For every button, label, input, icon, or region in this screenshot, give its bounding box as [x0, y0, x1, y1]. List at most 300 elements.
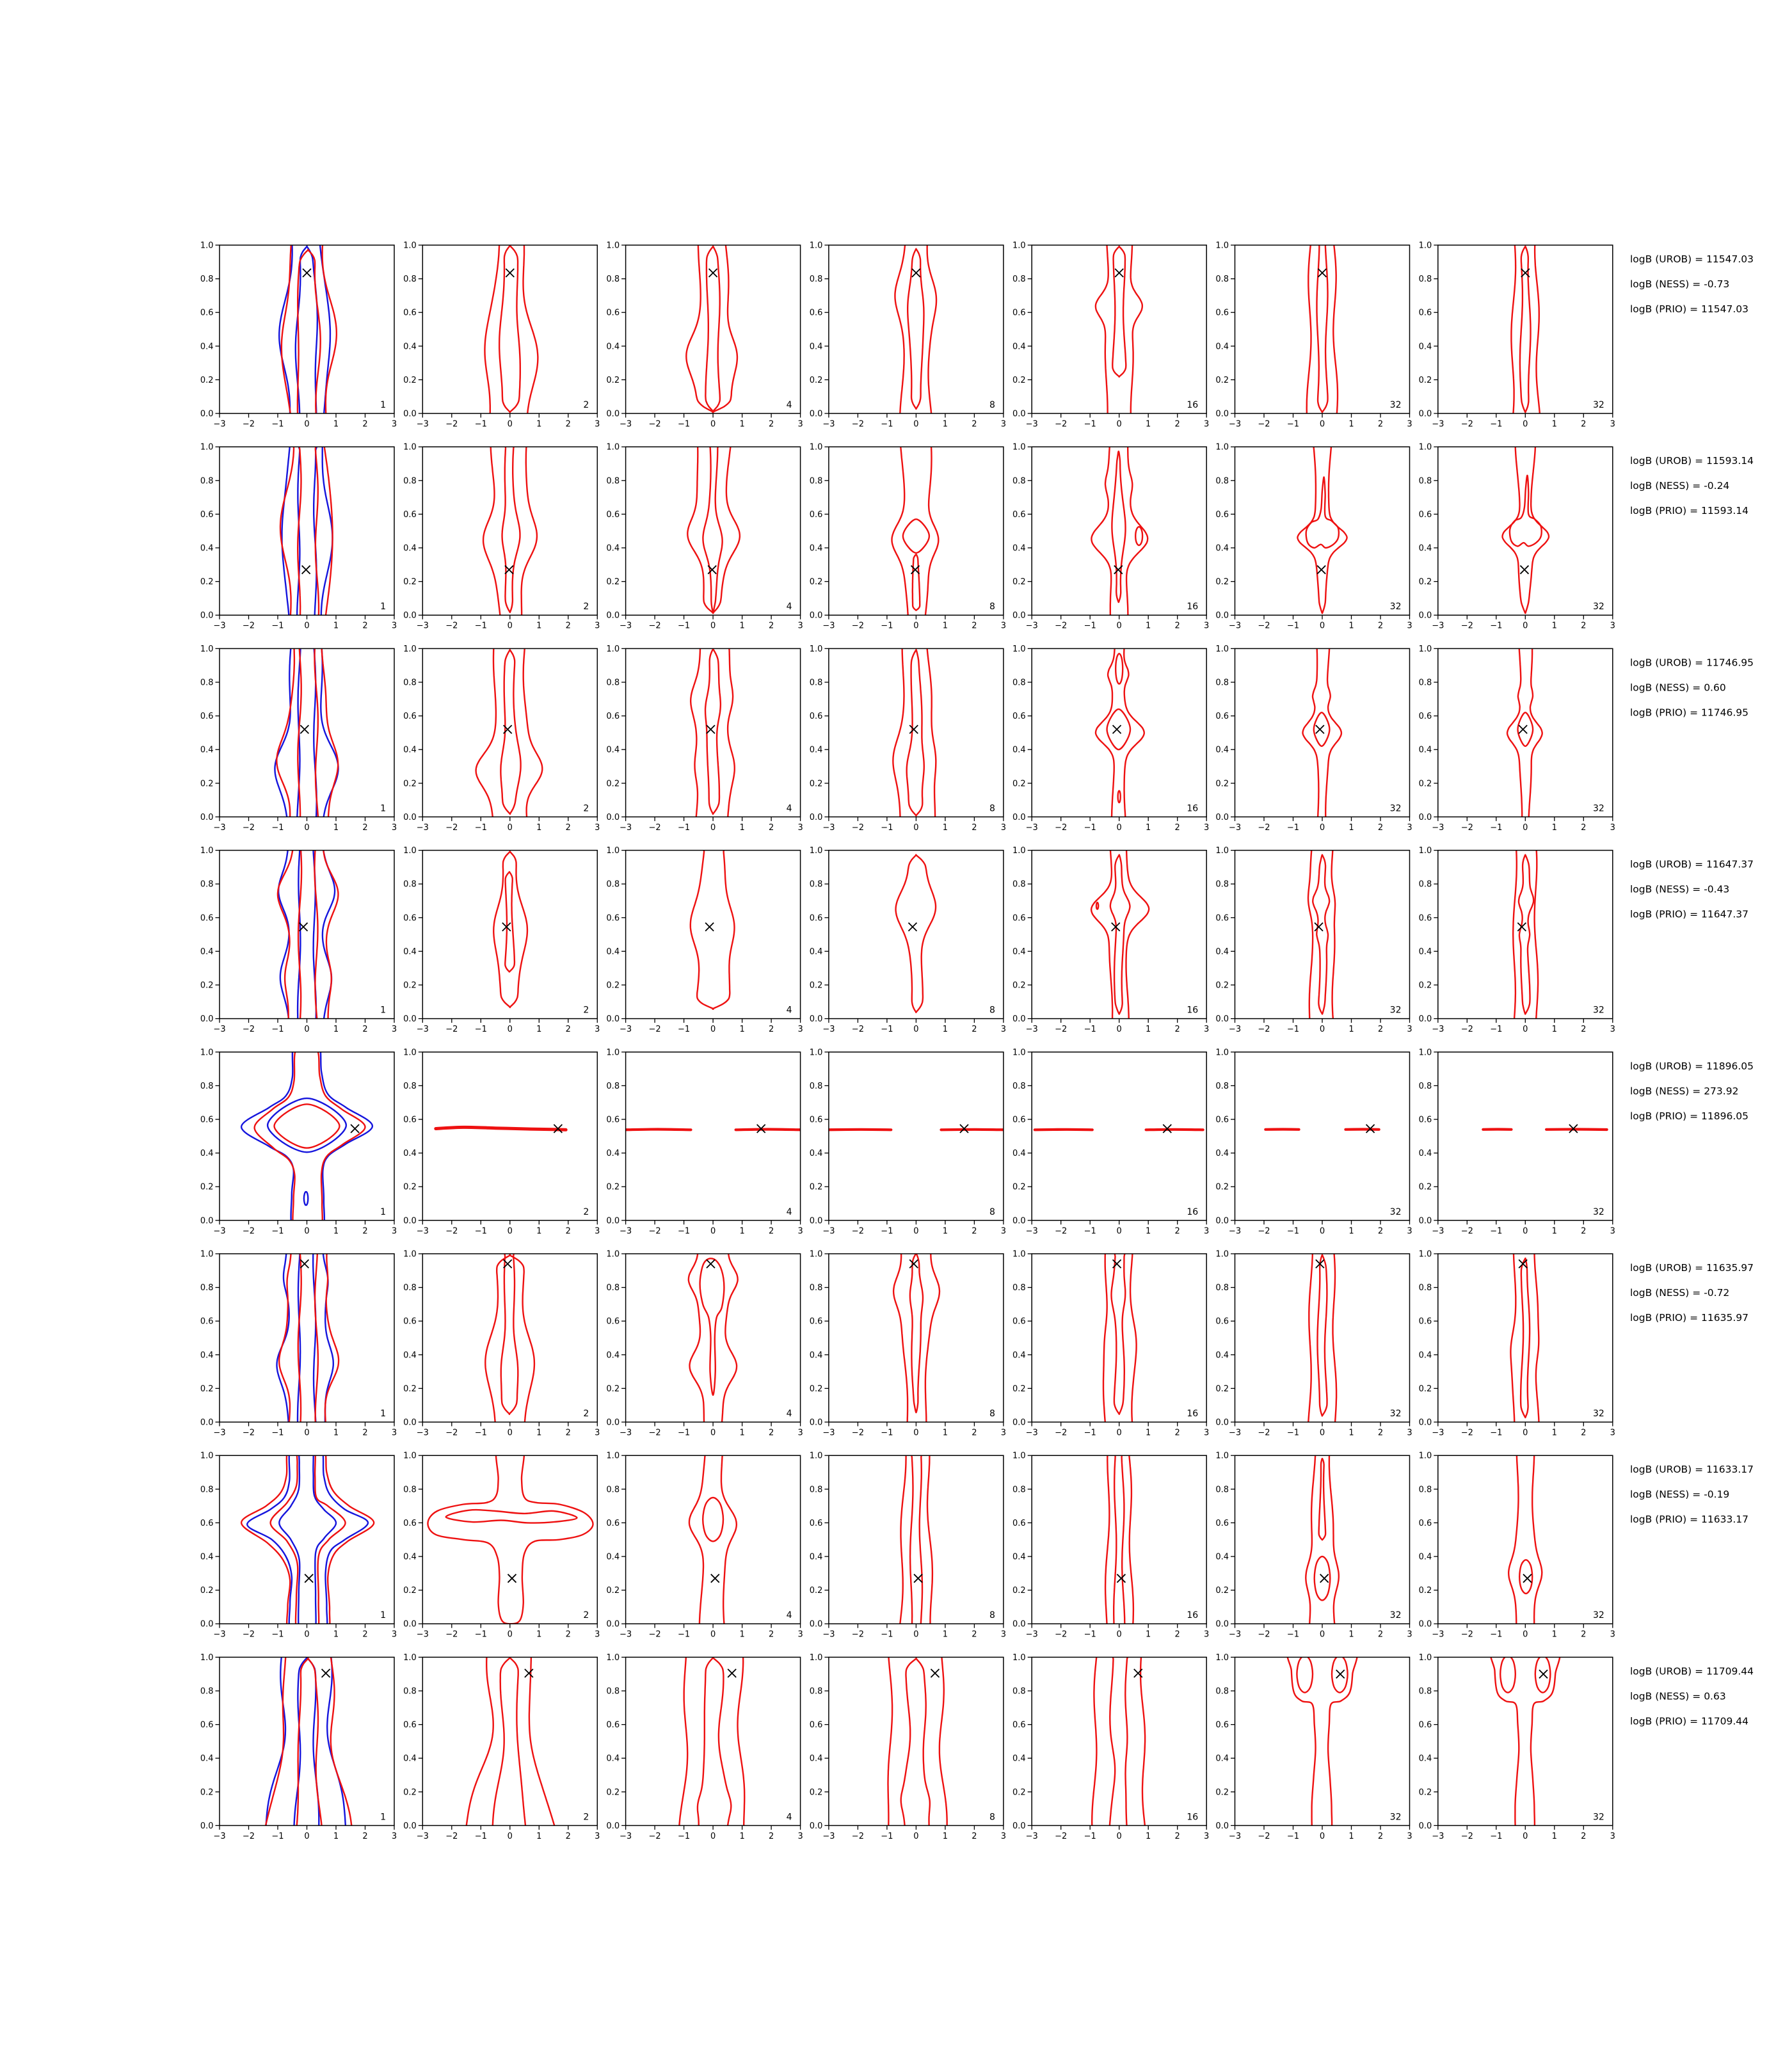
x-tick-label: −3	[1228, 822, 1242, 833]
y-tick-label: 1.0	[606, 644, 620, 654]
x-tick-label: 3	[391, 1428, 397, 1438]
x-tick-label: 3	[391, 1831, 397, 1841]
contour-layer	[279, 237, 337, 422]
x-tick-label: 1	[942, 1226, 948, 1236]
axes-spines	[626, 851, 801, 1019]
x-tick-label: 0	[913, 822, 919, 833]
x-tick-label: −3	[1228, 419, 1242, 429]
contour-panel-r6c5	[1012, 1248, 1209, 1437]
contour-layer	[280, 440, 333, 625]
x-tick-label: 3	[1610, 419, 1615, 429]
contour-panel-r1c1	[200, 237, 397, 429]
x-tick-label: 0	[710, 1629, 716, 1640]
contour-outline	[502, 443, 520, 612]
y-tick-label: 0.6	[1012, 712, 1026, 722]
contour-panel-r8c7	[1419, 1644, 1615, 1841]
x-tick-label: −3	[620, 419, 632, 429]
y-tick-label: 0.8	[606, 1081, 620, 1091]
y-tick-label: 1.0	[1215, 1048, 1229, 1058]
y-tick-label: 0.6	[809, 1720, 823, 1731]
y-tick-label: 0.0	[403, 1216, 417, 1226]
y-tick-label: 0.8	[809, 879, 823, 890]
y-tick-label: 0.6	[606, 913, 620, 924]
x-tick-label: −1	[881, 1831, 893, 1841]
row-annotation-line: logB (UROB) = 11647.37	[1630, 858, 1754, 870]
x-tick-label: 0	[304, 419, 310, 429]
contour-outline	[691, 846, 735, 1009]
y-tick-label: 0.6	[1012, 1115, 1026, 1125]
y-tick-label: 0.0	[606, 1418, 620, 1428]
y-tick-label: 1.0	[200, 1249, 214, 1260]
x-tick-label: −1	[1490, 621, 1503, 631]
x-tick-label: 1	[1348, 822, 1354, 833]
x-tick-label: −2	[1460, 419, 1473, 429]
y-tick-label: 0.0	[403, 1821, 417, 1831]
y-tick-label: 0.8	[1012, 275, 1026, 285]
y-tick-label: 0.6	[1418, 913, 1432, 924]
axes-spines	[1438, 245, 1613, 413]
contour-outline	[459, 1651, 563, 1833]
y-tick-label: 1.0	[403, 1652, 417, 1663]
x-tick-label: 1	[333, 822, 339, 833]
y-tick-label: 0.2	[200, 1182, 214, 1192]
contour-outline	[1118, 791, 1121, 803]
x-tick-label: 1	[1348, 1226, 1354, 1236]
x-tick-label: 0	[1319, 1831, 1325, 1841]
y-tick-label: 1.0	[606, 442, 620, 452]
x-tick-label: 0	[1523, 1428, 1528, 1438]
y-tick-label: 0.0	[1418, 611, 1432, 621]
x-tick-label: 2	[1581, 1629, 1587, 1640]
y-tick-label: 0.8	[1012, 1485, 1026, 1495]
x-tick-label: −3	[1025, 1428, 1038, 1438]
contour-panel-r5c2	[403, 1048, 600, 1236]
axes-spines	[829, 1455, 1004, 1624]
truth-marker	[508, 1574, 516, 1583]
x-tick-label: 3	[1610, 1428, 1615, 1438]
contour-outline	[1314, 712, 1330, 746]
contour-panel-r8c1	[200, 1650, 397, 1841]
axes-spines	[1438, 1455, 1613, 1624]
x-tick-label: 3	[1204, 621, 1210, 631]
axes-spines	[220, 1052, 394, 1220]
contour-panel-r8c4	[810, 1651, 1006, 1841]
x-tick-label: −1	[1286, 1831, 1300, 1841]
x-tick-label: 2	[1377, 621, 1384, 631]
y-tick-label: 0.2	[1012, 779, 1026, 789]
y-tick-label: 0.2	[200, 375, 214, 385]
row-annotation-line: logB (NESS) = -0.73	[1630, 278, 1730, 290]
x-tick-label: 1	[536, 1025, 542, 1035]
y-tick-label: 0.4	[809, 543, 823, 554]
x-tick-label: −2	[1055, 621, 1068, 631]
contour-outline	[705, 246, 720, 412]
x-tick-label: −2	[445, 822, 458, 833]
y-tick-label: 0.0	[606, 812, 620, 822]
y-tick-label: 0.0	[200, 1014, 214, 1025]
x-tick-label: −3	[1228, 1629, 1242, 1640]
x-tick-label: −2	[851, 1831, 864, 1841]
x-tick-label: −3	[1228, 1831, 1242, 1841]
y-tick-label: 0.0	[1215, 1418, 1229, 1428]
y-tick-label: 0.8	[1215, 1485, 1229, 1495]
x-tick-label: 1	[1146, 822, 1151, 833]
x-tick-label: −1	[271, 1629, 284, 1640]
x-tick-label: 3	[797, 1831, 803, 1841]
contour-layer	[485, 1251, 534, 1429]
x-tick-label: 3	[797, 1025, 803, 1035]
contour-outline	[490, 1658, 529, 1832]
x-tick-label: 3	[1000, 1428, 1007, 1438]
y-tick-label: 0.2	[606, 577, 620, 588]
axes-spines	[1032, 447, 1206, 615]
contour-outline	[703, 1498, 723, 1541]
axes-spines	[1032, 1254, 1206, 1422]
y-tick-label: 0.2	[809, 1586, 823, 1596]
truth-marker	[1318, 269, 1327, 277]
y-tick-label: 0.8	[809, 1485, 823, 1495]
x-tick-label: −3	[1025, 1831, 1038, 1841]
x-tick-label: 0	[913, 419, 919, 429]
y-tick-label: 0.8	[403, 476, 417, 486]
contour-outline	[275, 1104, 340, 1148]
x-tick-label: 2	[1174, 822, 1180, 833]
y-tick-label: 0.6	[200, 1316, 214, 1327]
y-tick-label: 0.6	[1012, 509, 1026, 520]
x-tick-label: −3	[1025, 419, 1038, 429]
contour-outline	[674, 1651, 748, 1833]
truth-marker	[305, 1574, 313, 1583]
y-tick-label: 0.4	[606, 1552, 620, 1562]
contour-panel-r6c2	[403, 1250, 600, 1438]
contour-outline	[1105, 1450, 1135, 1631]
x-tick-label: 1	[739, 419, 745, 429]
x-tick-label: 0	[1523, 621, 1528, 631]
x-tick-label: 0	[507, 1226, 513, 1236]
panel-corner-label: 4	[786, 1409, 792, 1419]
y-tick-label: 1.0	[200, 846, 214, 856]
contour-outline	[1518, 712, 1533, 746]
truth-marker	[1117, 1574, 1125, 1583]
y-tick-label: 0.0	[1012, 611, 1026, 621]
y-tick-label: 0.6	[200, 1720, 214, 1731]
x-tick-label: −2	[242, 822, 255, 833]
y-tick-label: 0.8	[809, 1283, 823, 1293]
y-tick-label: 0.0	[1418, 1014, 1432, 1025]
x-tick-label: −1	[881, 1629, 893, 1640]
truth-marker	[1539, 1670, 1548, 1678]
row-annotation-line: logB (UROB) = 11746.95	[1630, 657, 1754, 669]
contour-outline	[1297, 1656, 1313, 1693]
x-tick-label: 2	[362, 419, 368, 429]
contour-panel-r4c6	[1215, 845, 1412, 1034]
x-tick-label: 2	[565, 621, 571, 631]
y-tick-label: 0.8	[1418, 1686, 1432, 1697]
x-tick-label: −3	[416, 1629, 429, 1640]
y-tick-label: 0.4	[403, 947, 417, 957]
y-tick-label: 0.6	[809, 913, 823, 924]
x-tick-label: 2	[768, 1831, 774, 1841]
x-tick-label: −2	[242, 1025, 255, 1035]
x-tick-label: −1	[881, 621, 893, 631]
x-tick-label: 3	[1610, 621, 1615, 631]
x-tick-label: −2	[1460, 1428, 1473, 1438]
y-tick-label: 0.2	[1012, 577, 1026, 588]
x-tick-label: 0	[507, 621, 513, 631]
contour-layer	[1510, 1248, 1540, 1430]
x-tick-label: 0	[1116, 1428, 1122, 1438]
panel-corner-label: 8	[989, 602, 995, 612]
y-tick-label: 0.0	[1215, 1821, 1229, 1831]
axes-spines	[220, 648, 394, 817]
x-tick-label: 2	[972, 621, 977, 631]
x-tick-label: 0	[1319, 1428, 1325, 1438]
contour-panel-r8c5	[1012, 1650, 1209, 1841]
x-tick-label: 1	[333, 1629, 339, 1640]
contour-panel-r4c1	[200, 843, 397, 1034]
x-tick-label: 2	[972, 419, 977, 429]
x-tick-label: −1	[271, 1428, 284, 1438]
panel-corner-label: 8	[989, 803, 995, 814]
x-tick-label: 2	[768, 1025, 774, 1035]
y-tick-label: 0.8	[200, 1081, 214, 1091]
x-tick-label: 2	[1174, 621, 1180, 631]
panel-corner-label: 1	[380, 1610, 386, 1621]
x-tick-label: 3	[1610, 1629, 1615, 1640]
y-tick-label: 0.8	[1012, 1686, 1026, 1697]
y-tick-label: 0.4	[1215, 342, 1229, 352]
x-tick-label: −2	[648, 621, 661, 631]
contour-outline	[703, 443, 722, 612]
x-tick-label: −2	[1055, 1226, 1068, 1236]
truth-marker	[506, 269, 514, 277]
x-tick-label: −1	[881, 1025, 893, 1035]
panel-corner-label: 8	[989, 1409, 995, 1419]
axes-spines	[1235, 851, 1410, 1019]
y-tick-label: 0.6	[809, 1316, 823, 1327]
x-tick-label: −3	[213, 1025, 226, 1035]
contour-panel-r6c1	[200, 1246, 397, 1437]
x-tick-label: −1	[474, 621, 487, 631]
x-tick-label: −3	[416, 1025, 429, 1035]
y-tick-label: 0.6	[809, 308, 823, 318]
x-tick-label: 2	[362, 1831, 368, 1841]
x-tick-label: 1	[1348, 1831, 1354, 1841]
y-tick-label: 1.0	[403, 1048, 417, 1058]
x-tick-label: 3	[1204, 1025, 1210, 1035]
x-tick-label: −2	[445, 419, 458, 429]
y-tick-label: 0.4	[1215, 1754, 1229, 1764]
truth-marker	[709, 269, 717, 277]
contour-outline	[282, 440, 333, 625]
x-tick-label: −1	[1084, 1629, 1096, 1640]
x-tick-label: 2	[768, 1226, 774, 1236]
contour-outline	[279, 1246, 339, 1431]
x-tick-label: −2	[648, 1629, 661, 1640]
y-tick-label: 0.2	[403, 577, 417, 588]
y-tick-label: 0.6	[606, 308, 620, 318]
x-tick-label: 1	[333, 621, 339, 631]
x-tick-label: −1	[474, 1226, 487, 1236]
x-tick-label: 2	[768, 1629, 774, 1640]
y-tick-label: 0.8	[809, 1081, 823, 1091]
x-tick-label: 3	[1407, 1629, 1412, 1640]
y-tick-label: 0.2	[1418, 375, 1432, 385]
panel-corner-label: 8	[989, 1610, 995, 1621]
x-tick-label: −2	[1460, 822, 1473, 833]
x-tick-label: 2	[362, 621, 368, 631]
x-tick-label: 0	[1523, 1629, 1528, 1640]
contour-panel-r5c3	[606, 1048, 803, 1236]
y-tick-label: 0.2	[1418, 1384, 1432, 1394]
y-tick-label: 0.6	[1418, 712, 1432, 722]
x-tick-label: −3	[213, 1428, 226, 1438]
y-tick-label: 0.6	[809, 509, 823, 520]
x-tick-label: 0	[913, 1428, 919, 1438]
x-tick-label: −3	[620, 1025, 632, 1035]
y-tick-label: 0.4	[1012, 1350, 1026, 1361]
contour-layer	[1503, 441, 1549, 613]
panel-corner-label: 32	[1389, 803, 1402, 814]
x-tick-label: 0	[1116, 822, 1122, 833]
y-tick-label: 1.0	[606, 1451, 620, 1461]
y-tick-label: 1.0	[606, 1652, 620, 1663]
x-tick-label: −2	[1258, 1428, 1270, 1438]
axes-spines	[220, 1455, 394, 1624]
x-tick-label: 2	[362, 1428, 368, 1438]
y-tick-label: 0.6	[606, 712, 620, 722]
y-tick-label: 0.0	[1012, 1619, 1026, 1629]
y-tick-label: 0.2	[1012, 1788, 1026, 1798]
x-tick-label: 0	[507, 822, 513, 833]
contour-outline	[296, 1248, 317, 1430]
y-tick-label: 1.0	[403, 442, 417, 452]
x-tick-label: 2	[565, 1226, 571, 1236]
y-tick-label: 0.8	[1418, 879, 1432, 890]
axes-spines	[422, 245, 597, 413]
x-tick-label: −2	[242, 1831, 255, 1841]
y-tick-label: 0.2	[403, 1788, 417, 1798]
x-tick-label: 1	[1146, 419, 1151, 429]
axes-spines	[1438, 1052, 1613, 1220]
y-tick-label: 0.6	[200, 308, 214, 318]
contour-outline	[1107, 709, 1130, 749]
y-tick-label: 0.0	[1418, 1418, 1432, 1428]
y-tick-label: 0.2	[200, 980, 214, 991]
contour-outline	[907, 650, 924, 816]
y-tick-label: 1.0	[809, 1652, 823, 1663]
x-tick-label: 2	[972, 1831, 977, 1841]
x-tick-label: 0	[304, 1428, 310, 1438]
row-annotation-line: logB (NESS) = -0.43	[1630, 883, 1730, 895]
x-tick-label: 0	[1319, 621, 1325, 631]
x-tick-label: 1	[1146, 1025, 1151, 1035]
axes-spines	[422, 1657, 597, 1825]
contour-panel-r4c4	[810, 846, 1006, 1034]
contour-layer	[689, 1450, 737, 1631]
truth-marker	[1520, 566, 1528, 574]
x-tick-label: 2	[1581, 419, 1587, 429]
x-tick-label: 0	[710, 419, 716, 429]
y-tick-label: 1.0	[200, 644, 214, 654]
y-tick-label: 0.0	[403, 611, 417, 621]
truth-marker	[908, 923, 916, 931]
x-tick-label: −2	[648, 1226, 661, 1236]
y-tick-label: 0.4	[1012, 543, 1026, 554]
x-tick-label: 2	[972, 1226, 977, 1236]
y-tick-label: 0.0	[1215, 1216, 1229, 1226]
x-tick-label: 2	[972, 1428, 977, 1438]
x-tick-label: 0	[1116, 621, 1122, 631]
contour-bar	[436, 1127, 566, 1130]
x-tick-label: 2	[768, 822, 774, 833]
x-tick-label: −3	[620, 1629, 632, 1640]
panel-corner-label: 16	[1187, 602, 1199, 612]
y-tick-label: 0.2	[200, 1586, 214, 1596]
axes-spines	[422, 648, 597, 817]
y-tick-label: 0.6	[1012, 1518, 1026, 1528]
y-tick-label: 0.8	[1012, 1081, 1026, 1091]
x-tick-label: −3	[620, 822, 632, 833]
x-tick-label: 1	[1146, 1831, 1151, 1841]
y-tick-label: 0.2	[606, 779, 620, 789]
contour-outline	[1520, 246, 1531, 413]
contour-panel-r2c7	[1419, 441, 1615, 630]
contour-outline	[1510, 1248, 1540, 1430]
contour-outline	[1112, 1251, 1126, 1414]
x-tick-label: −1	[271, 419, 284, 429]
y-tick-label: 0.0	[606, 1619, 620, 1629]
truth-marker	[1336, 1670, 1345, 1678]
row-annotation-line: logB (NESS) = 0.63	[1630, 1690, 1726, 1702]
y-tick-label: 0.0	[809, 1216, 823, 1226]
y-tick-label: 0.8	[1215, 678, 1229, 688]
x-tick-label: 1	[739, 1025, 745, 1035]
y-tick-label: 1.0	[403, 846, 417, 856]
x-tick-label: −3	[1025, 621, 1038, 631]
y-tick-label: 1.0	[200, 1652, 214, 1663]
y-tick-label: 0.6	[200, 1518, 214, 1528]
truth-marker	[300, 1260, 308, 1268]
y-tick-label: 0.0	[403, 1619, 417, 1629]
y-tick-label: 0.8	[1418, 678, 1432, 688]
panel-corner-label: 8	[989, 1812, 995, 1823]
y-tick-label: 1.0	[403, 1451, 417, 1461]
x-tick-label: 1	[942, 1428, 948, 1438]
y-tick-label: 0.0	[200, 1821, 214, 1831]
x-tick-label: 2	[1174, 1831, 1180, 1841]
x-tick-label: 3	[797, 1428, 803, 1438]
y-tick-label: 0.8	[1215, 275, 1229, 285]
x-tick-label: 2	[1377, 1428, 1384, 1438]
y-tick-label: 0.8	[200, 1283, 214, 1293]
x-tick-label: 1	[333, 1831, 339, 1841]
y-tick-label: 0.4	[1418, 543, 1432, 554]
axes-spines	[626, 447, 801, 615]
x-tick-label: −3	[416, 1831, 429, 1841]
x-tick-label: 2	[565, 1629, 571, 1640]
x-tick-label: −1	[1084, 1831, 1096, 1841]
panel-corner-label: 4	[786, 1206, 792, 1217]
x-tick-label: 3	[391, 822, 397, 833]
axes-spines	[220, 1657, 394, 1825]
x-tick-label: −3	[1228, 1226, 1242, 1236]
y-tick-label: 0.0	[1215, 409, 1229, 419]
x-tick-label: 3	[1204, 1831, 1210, 1841]
x-tick-label: −2	[648, 822, 661, 833]
x-tick-label: 0	[1319, 1025, 1325, 1035]
contour-panel-r7c6	[1215, 1450, 1412, 1639]
